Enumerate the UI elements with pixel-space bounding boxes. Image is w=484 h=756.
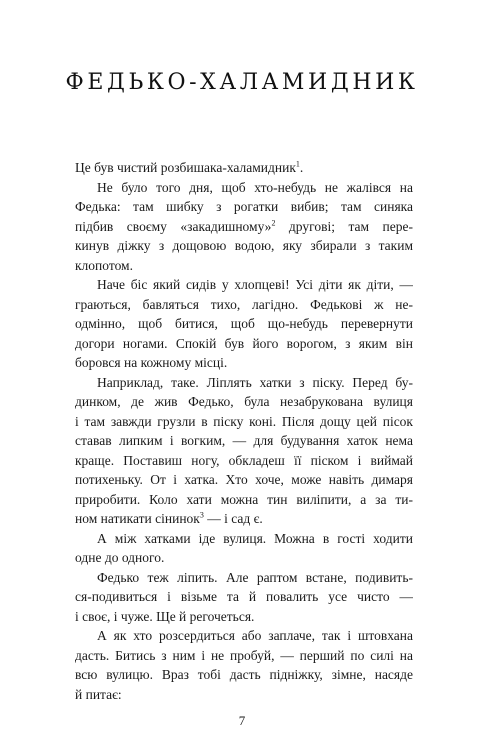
- text-line: [75, 392, 413, 412]
- text-line-content: динком, де жив Федько, була незабрукована вулиця: [75, 394, 413, 409]
- text-line: [75, 529, 413, 549]
- text-line: [75, 490, 413, 510]
- text-line-content: підбив своєму «закадишному»: [75, 218, 272, 234]
- page-number: 7: [238, 713, 246, 728]
- text-line: [75, 548, 413, 568]
- text-line-content: дасть. Битись з ним і не пробуй, — перший по силі на: [75, 647, 413, 663]
- text-line: [75, 217, 413, 237]
- text-line: [75, 509, 413, 529]
- text-line: [75, 451, 413, 471]
- text-line-content: Федька: там шибку з рогатки вибив; там синяка: [75, 199, 413, 214]
- text-line-content: А між хатками іде вулиця. Можна в гості ходити: [97, 530, 413, 546]
- text-line: [75, 373, 413, 393]
- text-line-tail: — і сад є.: [203, 511, 263, 526]
- body-text: [75, 158, 413, 704]
- text-line: [75, 431, 413, 451]
- text-line-content: приробити. Коло хати можна тин виліпити, а за ти-: [75, 491, 413, 507]
- text-line: [75, 685, 413, 705]
- text-line: [75, 314, 413, 334]
- text-line-tail: .: [299, 160, 304, 175]
- text-line: [75, 587, 413, 607]
- text-line-content: ся-подивиться і візьме та й повалить усе чисто —: [75, 589, 413, 604]
- footnote-marker: 1: [295, 159, 300, 169]
- text-line-content: ном натикати сінинок: [75, 511, 200, 526]
- text-line: [75, 470, 413, 490]
- text-line-content: А як хто розсердиться або заплаче, так і штовхана: [97, 628, 413, 643]
- chapter-title: ФЕДЬКО-ХАЛАМИДНИК: [65, 70, 419, 95]
- text-line: [75, 353, 413, 373]
- text-line-tail: другові; там пере-: [275, 218, 413, 234]
- text-line-content: кинув діжку з дощовою водою, яку збирали з таким: [75, 238, 413, 253]
- text-line: [75, 626, 413, 646]
- text-line-content: краще. Поставиш ногу, обкладеш її піском і виймай: [75, 452, 413, 468]
- footnote-marker: 3: [199, 510, 204, 520]
- text-line-content: і своє, і чуже. Ще й регочеться.: [75, 608, 255, 624]
- text-line: [75, 158, 413, 178]
- text-line: [75, 568, 413, 588]
- footnote-marker: 2: [271, 218, 276, 227]
- text-line: [75, 607, 413, 627]
- text-line-content: одне до одного.: [75, 550, 165, 565]
- text-line-content: Наче біс який сидів у хлопцеві! Усі діти як діти, —: [97, 277, 413, 292]
- text-line-content: клопотом.: [75, 257, 133, 273]
- text-line: [75, 334, 413, 354]
- text-line-content: потихеньку. От і хатка. Хто хоче, може навіть димаря: [75, 472, 413, 487]
- text-line: [75, 665, 413, 685]
- text-line: [75, 412, 413, 432]
- text-line: [75, 197, 413, 217]
- text-line: [75, 646, 413, 666]
- text-line-content: ставав липким і вогким, — для будування хаток нема: [75, 433, 413, 448]
- text-line-content: боровся на кожному місці.: [75, 355, 228, 370]
- text-line-content: догори ногами. Спокій був його ворогом, з яким він: [75, 335, 413, 351]
- text-line-content: і там завжди грузли в піску коні. Після дощу цей пісок: [75, 413, 413, 429]
- text-line-content: Федько теж ліпить. Але раптом встане, подивить-: [97, 569, 413, 585]
- text-line-content: й питає:: [75, 686, 122, 702]
- text-line-content: граються, бавляться тихо, лагідно. Федькові ж не-: [75, 296, 413, 312]
- text-line: [75, 236, 413, 256]
- text-line: [75, 275, 413, 295]
- text-line-content: одмінно, щоб битися, щоб що-небудь перевернути: [75, 316, 413, 331]
- text-line: [75, 256, 413, 276]
- text-line-content: всю вулицю. Враз тобі дасть підніжку, зімне, насяде: [75, 667, 413, 682]
- text-line-content: Не було того дня, щоб хто-небудь не жалівся на: [97, 179, 413, 195]
- text-line: [75, 295, 413, 315]
- text-line-content: Наприклад, таке. Ліплять хатки з піску. Перед бу-: [97, 374, 413, 390]
- text-line-content: Це був чистий розбишака-халамидник: [75, 160, 296, 175]
- text-line: [75, 178, 413, 198]
